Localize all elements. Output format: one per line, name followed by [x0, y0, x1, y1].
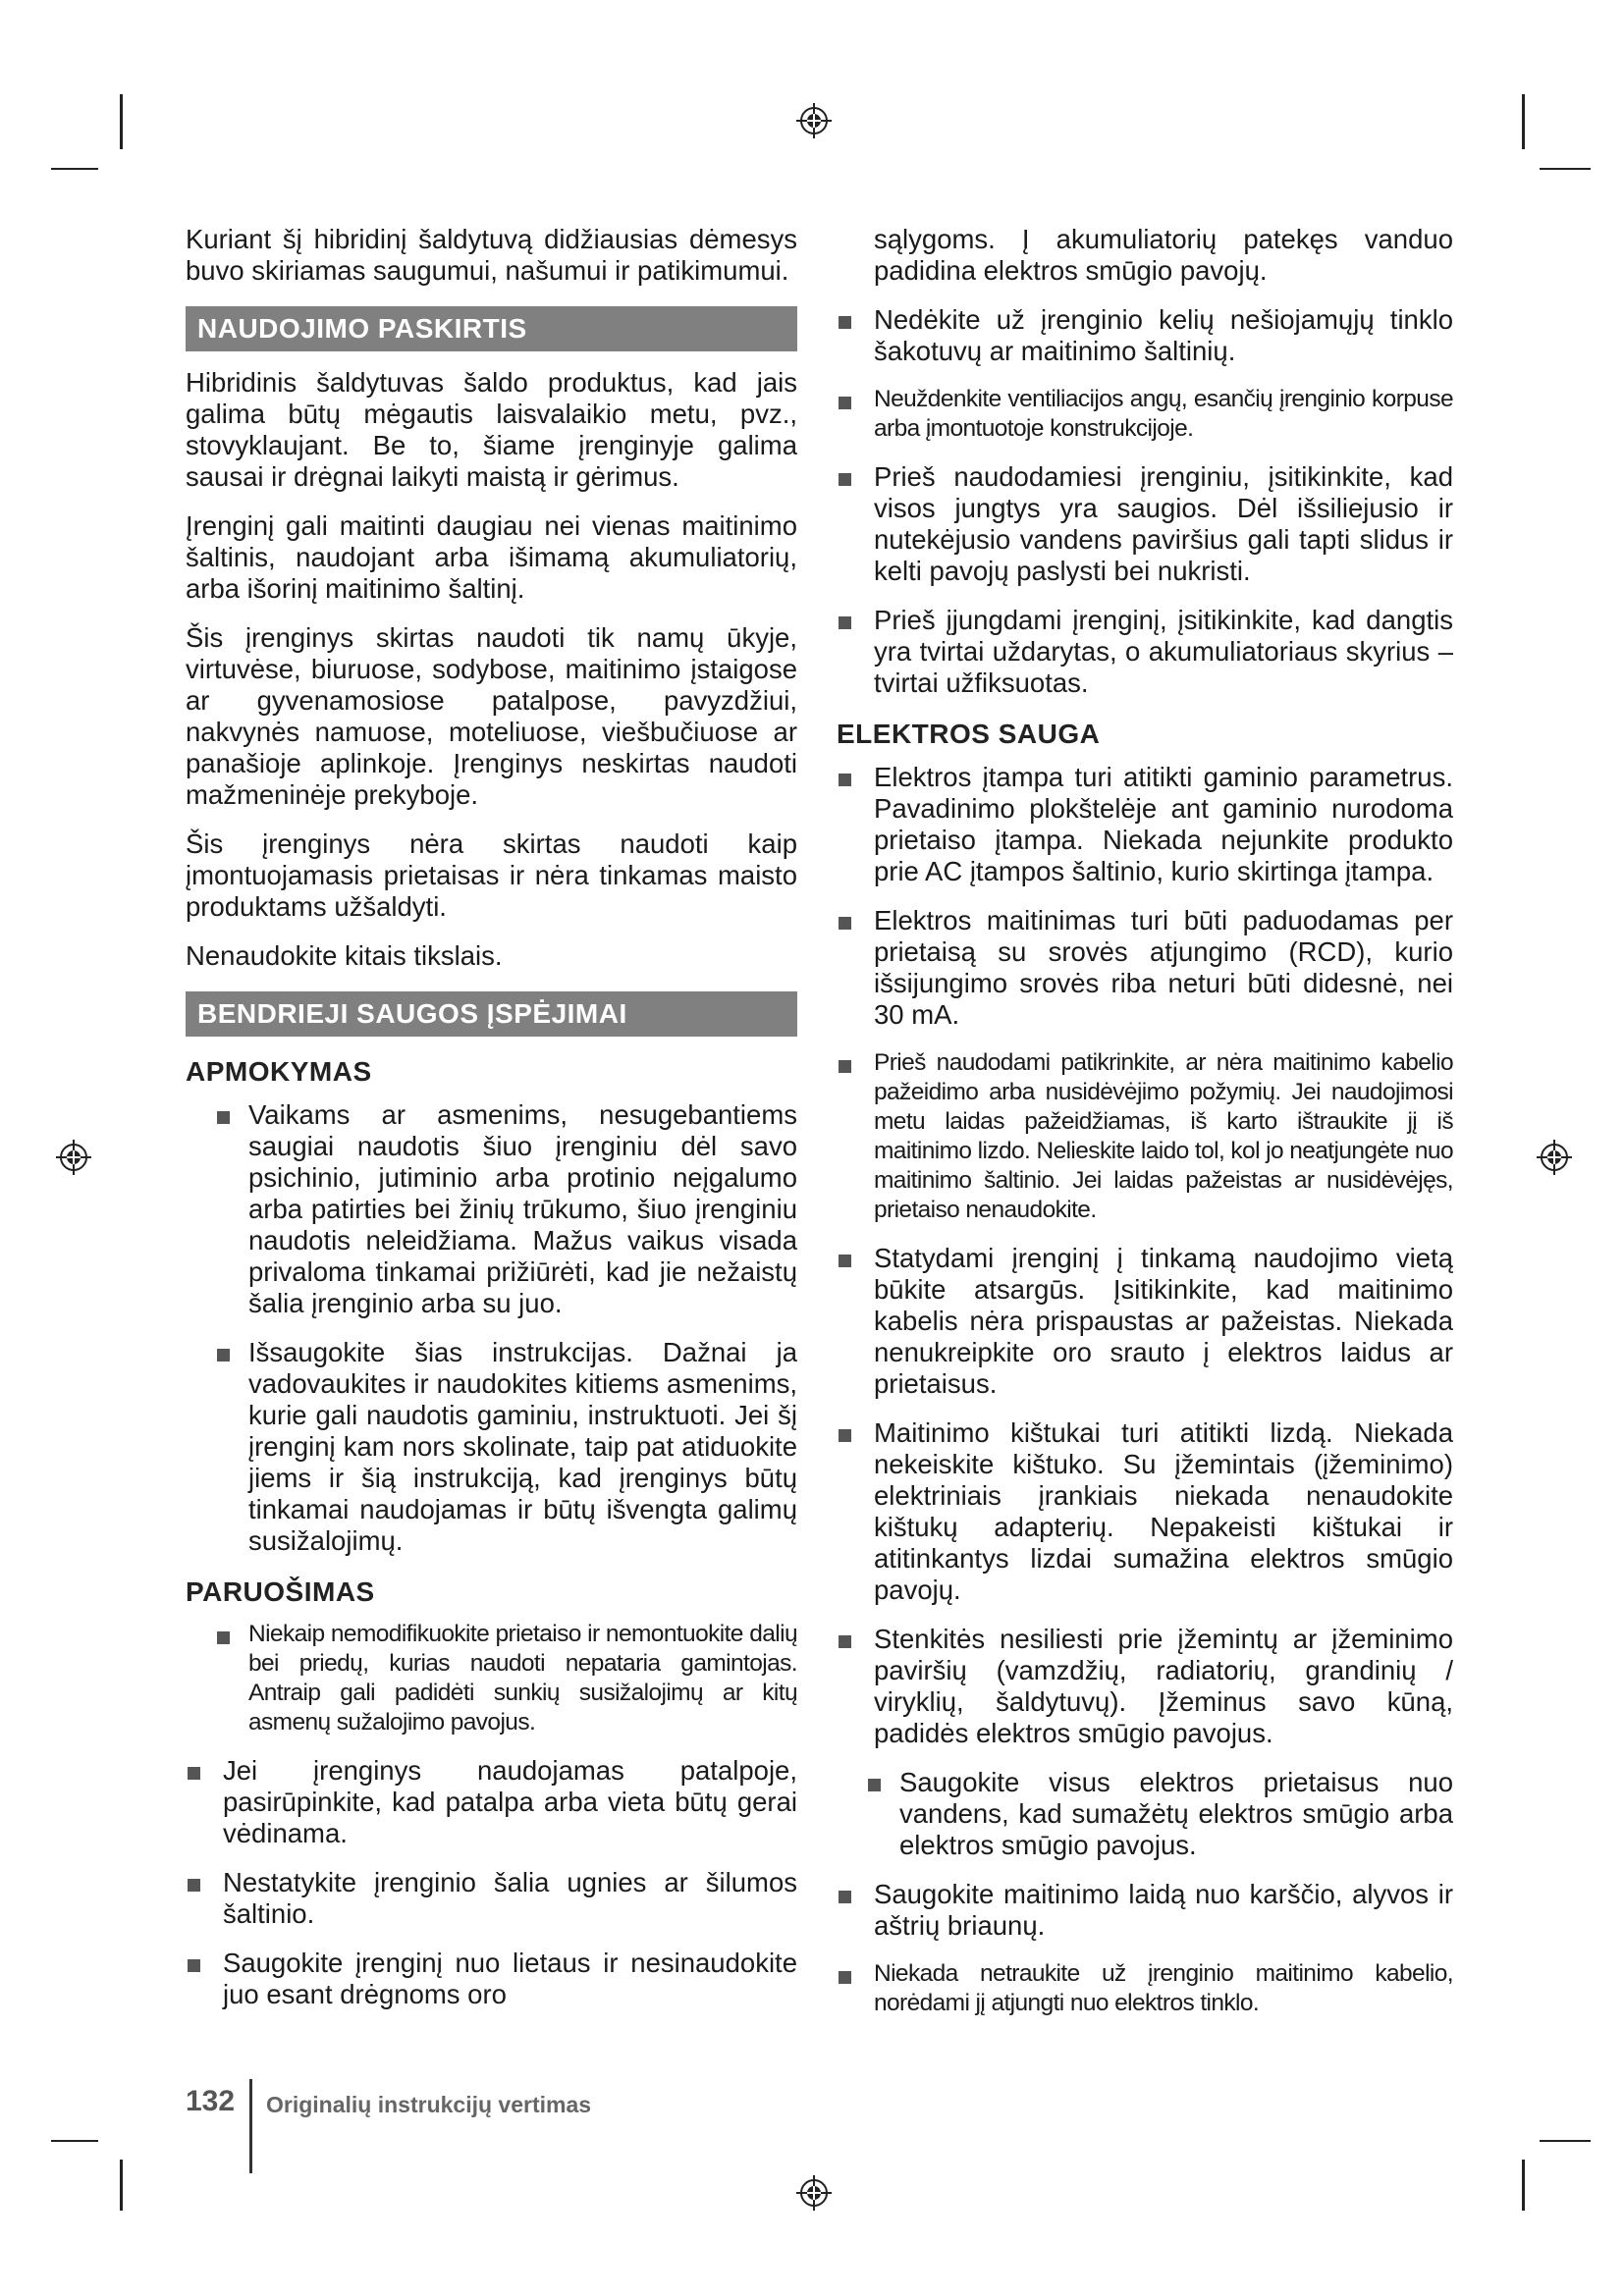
list-item: Statydami įrenginį į tinkamą naudojimo vietą būkite atsargūs. Įsitikinkite, kad maitinimo kabelis nėra prispaustas ar pažeistas. Niekada nenukreipkite oro srauto į elektros laidus ar prietaisus. — [837, 1243, 1453, 1400]
crop-mark — [51, 168, 98, 170]
electrical-list-end — [837, 1879, 1453, 2018]
list-item: Saugokite visus elektros prietaisus nuo vandens, kad sumažėtų elektros smūgio arba elektros smūgio pavojus. — [866, 1767, 1453, 1861]
crop-mark — [1522, 2160, 1525, 2211]
crop-mark — [120, 94, 123, 149]
continuation-paragraph: sąlygoms. Į akumuliatorių patekęs vanduo padidina elektros smūgio pavojų. — [874, 224, 1453, 286]
usage-paragraph: Šis įrenginys skirtas naudoti tik namų ūkyje, virtuvėse, biuruose, sodybose, maitinimo įstaigose ar gyvenamosiose patalpose, pavyzdžiui, nakvynės namuose, moteliuose, viešbučiuose ar panašioje aplinkoje. Įrenginys neskirtas naudoti mažmeninėje prekyboje. — [186, 622, 797, 810]
crop-mark — [120, 2160, 123, 2211]
crop-mark — [1540, 168, 1591, 170]
footer-divider — [249, 2079, 252, 2173]
list-item: Saugokite maitinimo laidą nuo karščio, alyvos ir aštrių briaunų. — [837, 1879, 1453, 1942]
electrical-heading: ELEKTROS SAUGA — [837, 719, 1101, 749]
list-item: Jei įrenginys naudojamas patalpoje, pasirūpinkite, kad patalpa arba vieta būtų gerai vėdinama. — [186, 1755, 797, 1849]
left-column — [186, 224, 797, 2028]
list-item: Prieš įjungdami įrenginį, įsitikinkite, kad dangtis yra tvirtai uždarytas, o akumuliatoriaus skyrius – tvirtai užfiksuotas. — [837, 605, 1453, 699]
list-item: Nedėkite už įrenginio kelių nešiojamųjų tinklo šakotuvų ar maitinimo šaltinių. — [837, 304, 1453, 367]
usage-paragraph: Šis įrenginys nėra skirtas naudoti kaip įmontuojamasis prietaisas ir nėra tinkamas maisto produktams užšaldyti. — [186, 828, 797, 922]
training-heading: APMOKYMAS — [186, 1056, 372, 1087]
list-item: Stenkitės nesiliesti prie įžemintų ar įžeminimo paviršių (vamzdžių, radiatorių, grandinių / viryklių, šaldytuvų). Įžeminus savo kūną, padidės elektros smūgio pavojus. — [837, 1624, 1453, 1749]
crop-mark — [1522, 94, 1525, 149]
crop-mark — [1540, 2140, 1591, 2142]
electrical-list — [837, 762, 1453, 1749]
list-item: Maitinimo kištukai turi atitikti lizdą. Niekada nekeiskite kištuko. Su įžemintais (įžeminimo) elektriniais įrankiais niekada nenaudokite kištukų adapterių. Nepakeisti kištukai ir atitinkantys lizdai sumažina elektros smūgio pavojų. — [837, 1417, 1453, 1606]
usage-paragraph: Įrenginį gali maitinti daugiau nei vienas maitinimo šaltinis, naudojant arba išimamą akumuliatorių, arba išorinį maitinimo šaltinį. — [186, 510, 797, 604]
page-number: 132 — [186, 2085, 236, 2117]
list-item: Niekada netraukite už įrenginio maitinimo kabelio, norėdami jį atjungti nuo elektros tinklo. — [837, 1959, 1453, 2018]
list-item: Išsaugokite šias instrukcijas. Dažnai ja vadovaukites ir naudokites kitiems asmenims, kurie gali naudotis gaminiu, instruktuoti. Jei šį įrenginį kam nors skolinate, taip pat atiduokite jiems ir šią instrukciją, kad įrenginys būtų tinkamai naudojamas ir būtų išvengta galimų susižalojimų. — [215, 1337, 797, 1557]
electrical-list-indented — [837, 1767, 1453, 1861]
preparation-list — [186, 1755, 797, 2010]
list-item: Vaikams ar asmenims, nesugebantiems saugiai naudotis šiuo įrenginiu dėl savo psichinio, jutiminio arba protinio neįgalumo arba patirties bei žinių trūkumo, šiuo įrenginiu naudotis neleidžiama. Mažus vaikus visada privaloma tinkamai prižiūrėti, kad jie nežaistų šalia įrenginio arba su juo. — [215, 1099, 797, 1319]
usage-heading: NAUDOJIMO PASKIRTIS — [186, 306, 797, 351]
crop-mark — [51, 2140, 98, 2142]
registration-mark-icon — [795, 2174, 833, 2212]
list-item: Nestatykite įrenginio šalia ugnies ar šilumos šaltinio. — [186, 1867, 797, 1930]
list-item: Niekaip nemodifikuokite prietaiso ir nemontuokite dalių bei priedų, kurias naudoti nepataria gamintojas. Antraip gali padidėti sunkių susižalojimų ar kitų asmenų sužalojimo pavojus. — [215, 1620, 797, 1737]
list-item: Prieš naudodamiesi įrenginiu, įsitikinkite, kad visos jungtys yra saugios. Dėl išsiliejusio ir nutekėjusio vandens paviršius gali tapti slidus ir kelti pavojų paslysti bei nukristi. — [837, 461, 1453, 587]
list-item: Prieš naudodami patikrinkite, ar nėra maitinimo kabelio pažeidimo arba nusidėvėjimo požymių. Jei naudojimosi metu laidas pažeidžiamas, iš karto ištraukite jį iš maitinimo lizdo. Nelieskite laido tol, kol jo neatjungėte nuo maitinimo šaltinio. Jei laidas pažeistas ar nusidėvėjęs, prietaiso nenaudokite. — [837, 1048, 1453, 1225]
list-item: Neuždenkite ventiliacijos angų, esančių įrenginio korpuse arba įmontuotoje konstrukcijoje. — [837, 385, 1453, 444]
preparation-list-continued — [837, 304, 1453, 699]
training-list — [186, 1099, 797, 1557]
list-item: Elektros įtampa turi atitikti gaminio parametrus. Pavadinimo plokštelėje ant gaminio nurodoma prietaiso įtampa. Niekada nejunkite produkto prie AC įtampos šaltinio, kurio skirtinga įtampa. — [837, 762, 1453, 887]
registration-mark-icon — [55, 1139, 92, 1176]
registration-mark-icon — [795, 102, 833, 139]
safety-heading: BENDRIEJI SAUGOS ĮSPĖJIMAI — [186, 991, 797, 1037]
list-item: Saugokite įrenginį nuo lietaus ir nesinaudokite juo esant drėgnoms oro — [186, 1948, 797, 2010]
footer-title: Originalių instrukcijų vertimas — [266, 2092, 592, 2117]
list-item: Elektros maitinimas turi būti paduodamas per prietaisą su srovės atjungimo (RCD), kurio išsijungimo srovės riba neturi būti didesnė, nei 30 mA. — [837, 905, 1453, 1031]
preparation-heading: PARUOŠIMAS — [186, 1576, 375, 1607]
usage-paragraph: Nenaudokite kitais tikslais. — [186, 940, 503, 971]
intro-paragraph: Kuriant šį hibridinį šaldytuvą didžiausias dėmesys buvo skiriamas saugumui, našumui ir patikimumui. — [186, 224, 797, 286]
preparation-list-indented — [186, 1620, 797, 1737]
usage-paragraph: Hibridinis šaldytuvas šaldo produktus, kad jais galima būtų mėgautis laisvalaikio metu, pvz., stovyklaujant. Be to, šiame įrenginyje galima sausai ir drėgnai laikyti maistą ir gėrimus. — [186, 367, 797, 492]
right-column — [837, 224, 1453, 2036]
registration-mark-icon — [1536, 1139, 1573, 1176]
